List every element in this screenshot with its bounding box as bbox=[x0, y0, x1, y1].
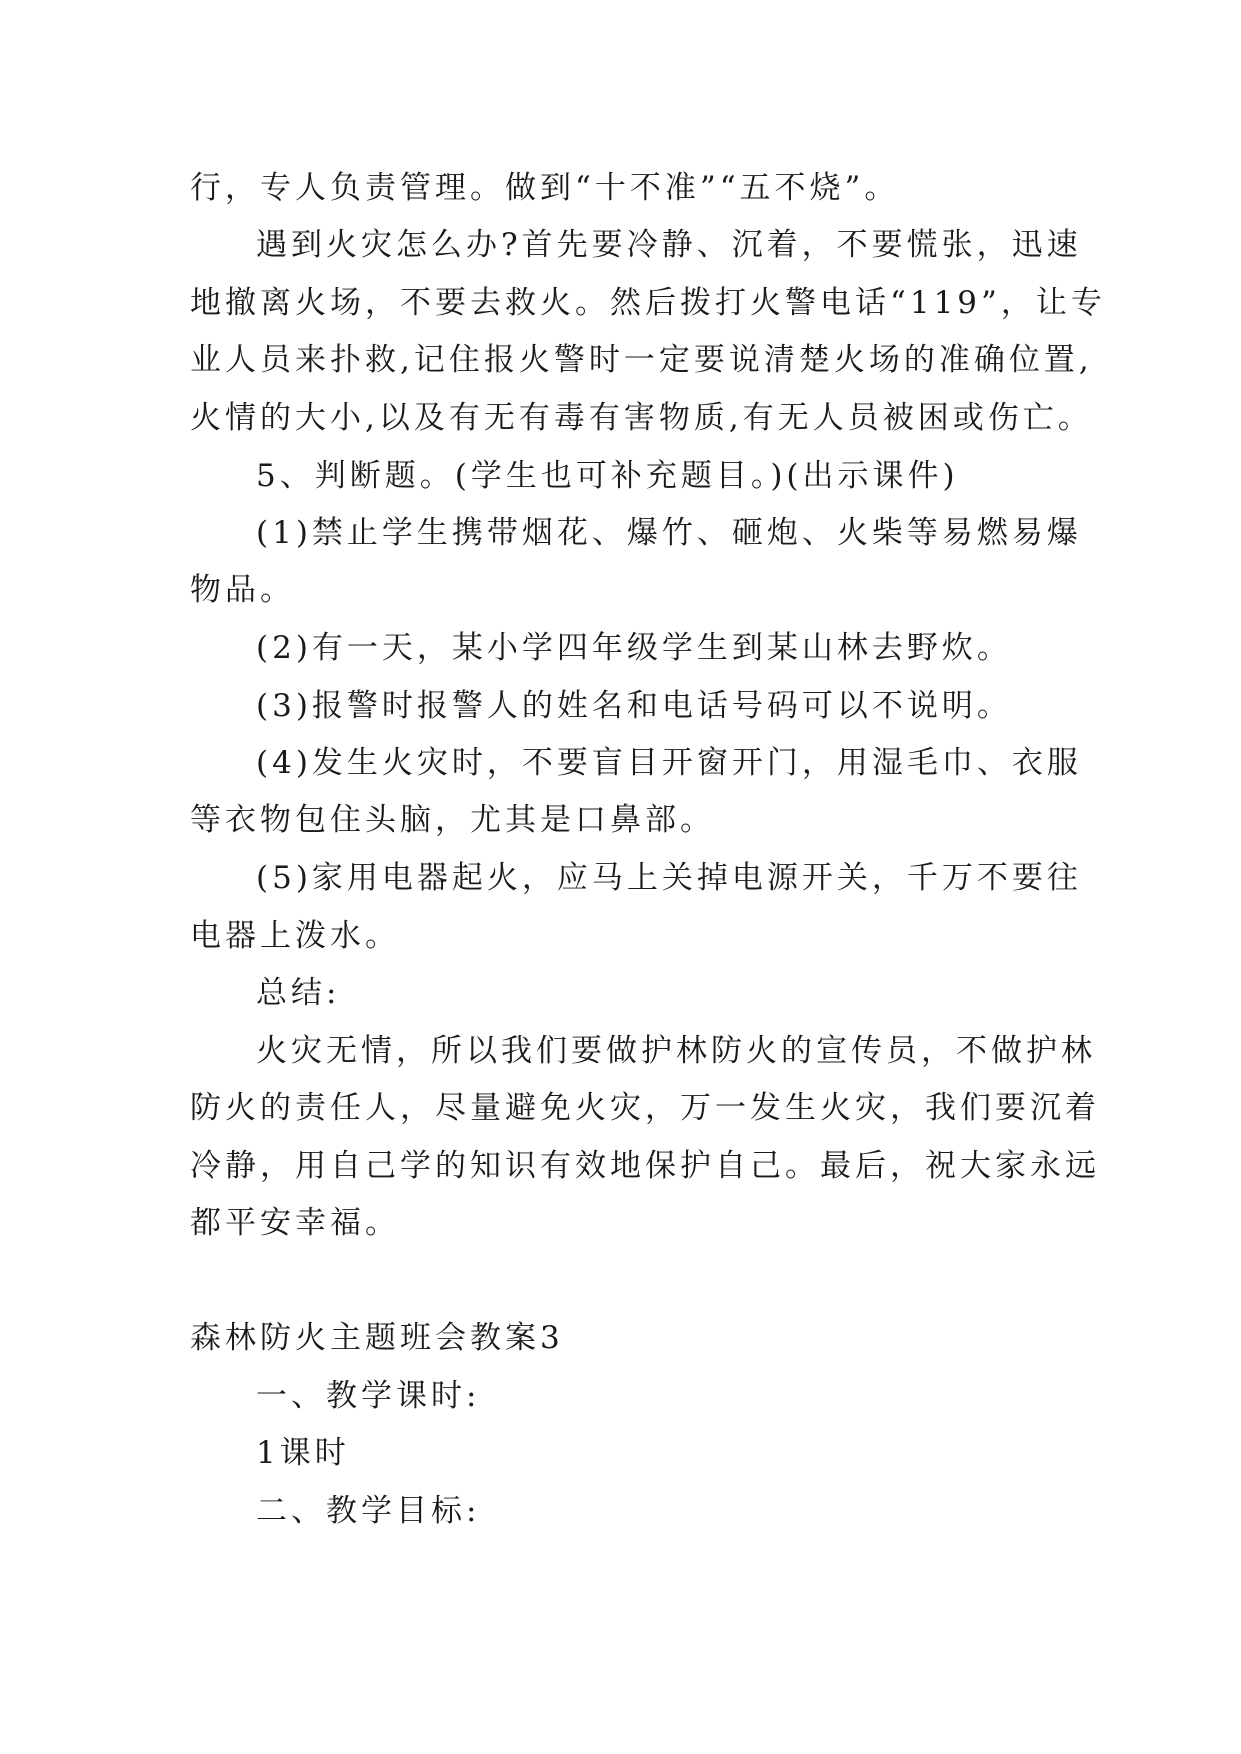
paragraph-line: (3)报警时报警人的姓名和电话号码可以不说明。 bbox=[256, 688, 1012, 724]
paragraph-line: 行，专人负责管理。做到“十不准”“五不烧”。 bbox=[190, 170, 900, 206]
paragraph-line: 遇到火灾怎么办?首先要冷静、沉着，不要慌张，迅速 bbox=[256, 227, 1082, 263]
paragraph-line: 都平安幸福。 bbox=[190, 1205, 400, 1241]
paragraph-line: 防火的责任人，尽量避免火灾，万一发生火灾，我们要沉着 bbox=[190, 1090, 1100, 1126]
paragraph-line: 电器上泼水。 bbox=[190, 918, 400, 954]
paragraph-line: 火灾无情，所以我们要做护林防火的宣传员，不做护林 bbox=[256, 1033, 1096, 1069]
paragraph-line: 地撤离火场，不要去救火。然后拨打火警电话“119”，让专 bbox=[190, 285, 1106, 321]
paragraph-line: 业人员来扑救,记住报火警时一定要说清楚火场的准确位置, bbox=[190, 342, 1093, 378]
paragraph-line: (4)发生火灾时，不要盲目开窗开门，用湿毛巾、衣服 bbox=[256, 745, 1082, 781]
paragraph-line: 物品。 bbox=[190, 572, 295, 608]
paragraph-line: 等衣物包住头脑，尤其是口鼻部。 bbox=[190, 802, 715, 838]
paragraph-line: (2)有一天，某小学四年级学生到某山林去野炊。 bbox=[256, 630, 1012, 666]
paragraph-line: 二、教学目标: bbox=[256, 1493, 481, 1529]
paragraph-line: 5、判断题。(学生也可补充题目。)(出示课件) bbox=[256, 458, 959, 494]
paragraph-line: 一、教学课时: bbox=[256, 1378, 481, 1414]
paragraph-line: (5)家用电器起火，应马上关掉电源开关，千万不要往 bbox=[256, 860, 1082, 896]
paragraph-line: 1课时 bbox=[256, 1435, 350, 1471]
section-title: 森林防火主题班会教案3 bbox=[190, 1320, 564, 1356]
paragraph-line: (1)禁止学生携带烟花、爆竹、砸炮、火柴等易燃易爆 bbox=[256, 515, 1082, 551]
paragraph-line: 火情的大小,以及有无有毒有害物质,有无人员被困或伤亡。 bbox=[190, 400, 1093, 436]
paragraph-line: 总结: bbox=[256, 975, 341, 1011]
paragraph-line: 冷静，用自己学的知识有效地保护自己。最后，祝大家永远 bbox=[190, 1148, 1100, 1184]
